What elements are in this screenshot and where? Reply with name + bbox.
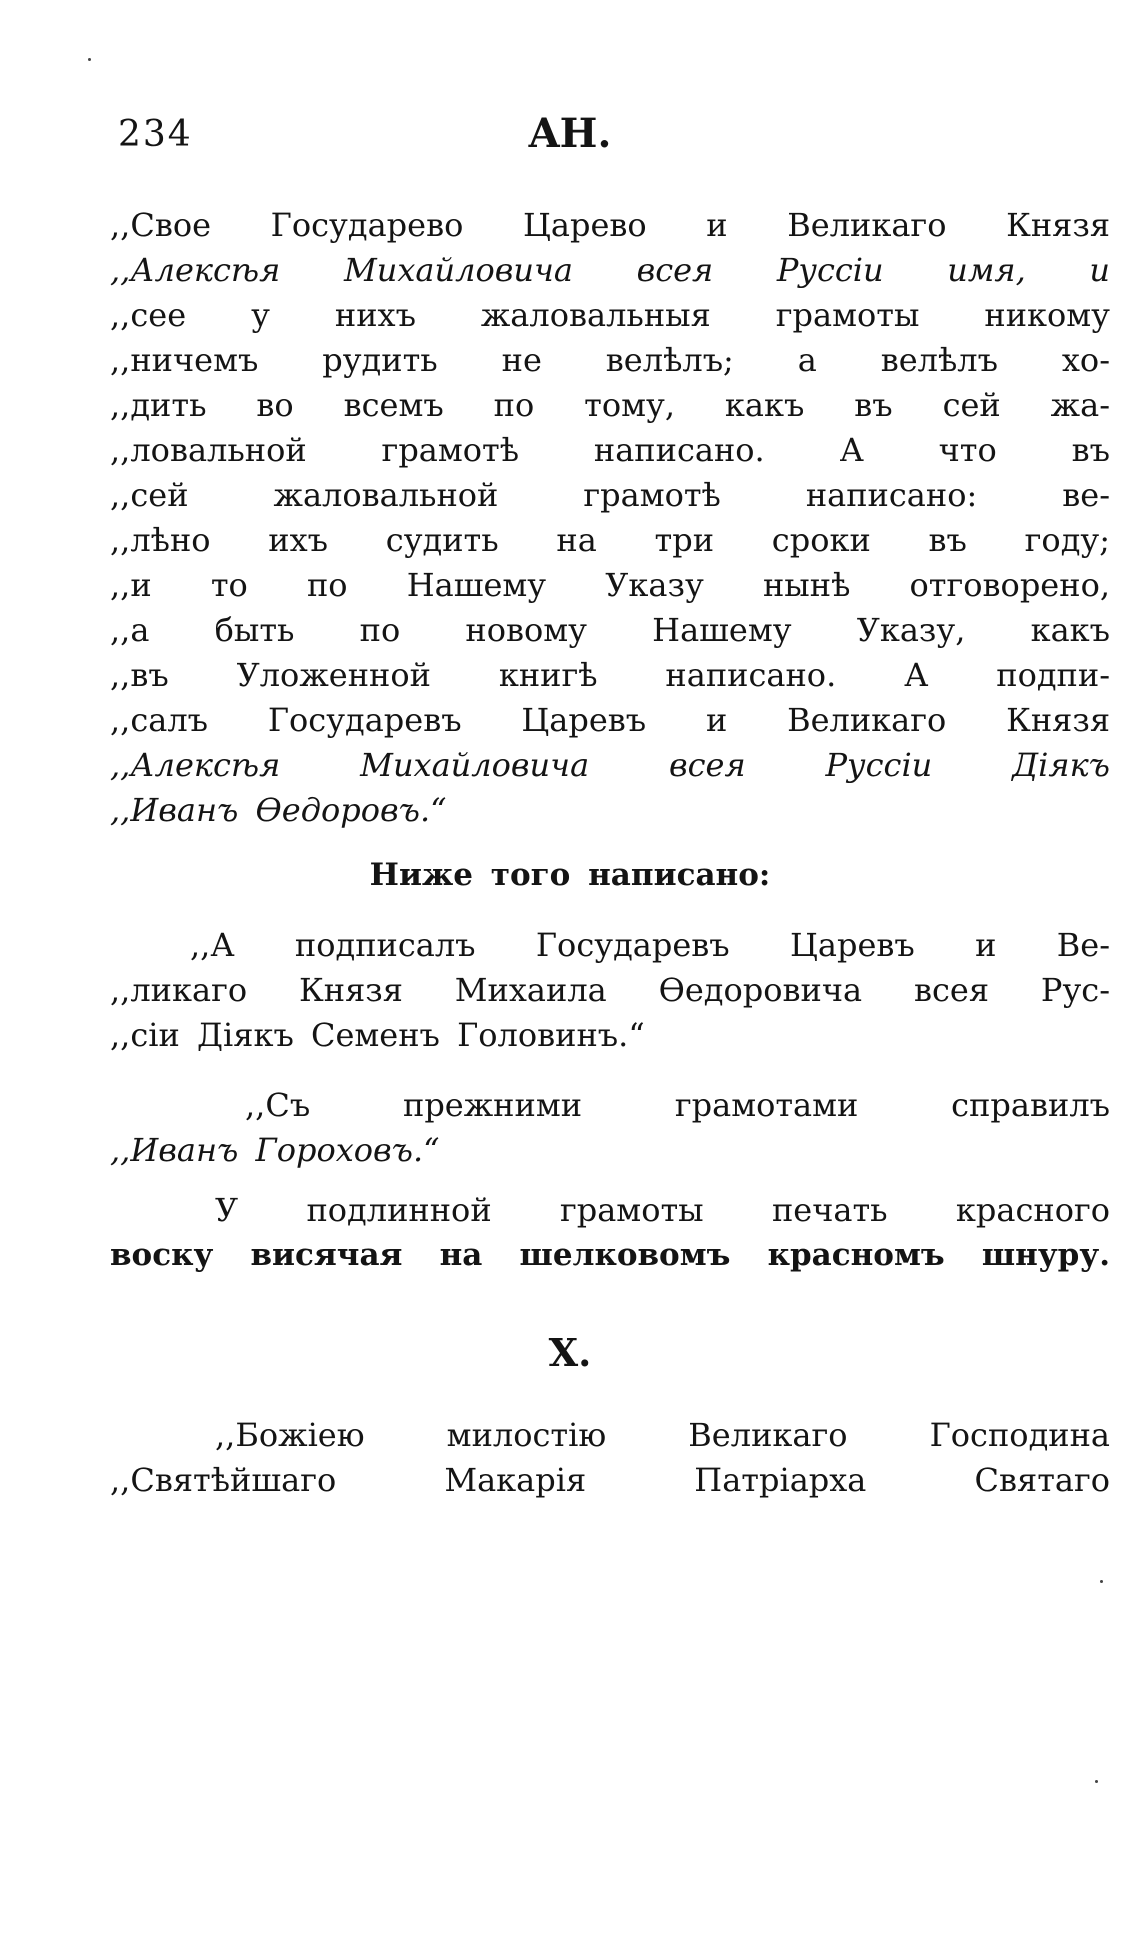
running-head: AH.	[528, 110, 612, 157]
text-line: ,,и то по Нашему Указу нынѣ отговорено,	[110, 566, 1110, 604]
subheading: Ниже того написано:	[369, 857, 771, 893]
text-line: ,,сей жаловальной грамотѣ написано: ве-	[110, 476, 1110, 514]
scan-speck	[1095, 1780, 1098, 1783]
page-number: 234	[118, 114, 193, 155]
text-line: ,,сіи Діякъ Семенъ Головинъ.“	[110, 1016, 645, 1054]
text-line: ,,салъ Государевъ Царевъ и Великаго Князя	[110, 701, 1110, 739]
text-line: ,,Алексѣя Михайловича всея Руссіи Діякъ	[110, 746, 1110, 784]
text-line: ,,Алексѣя Михайловича всея Руссіи имя, и	[110, 251, 1110, 289]
text-line: ,,Святѣйшаго Макарія Патріарха Святаго	[110, 1461, 1110, 1499]
text-line: ,,Божіею милостію Великаго Господина	[215, 1416, 1110, 1454]
text-line: ,,лѣно ихъ судить на три сроки въ году;	[110, 521, 1110, 559]
text-line: У подлинной грамоты печать красного	[215, 1191, 1110, 1229]
text-line: ,,ликаго Князя Михаила Өедоровича всея Рус-	[110, 971, 1110, 1009]
scan-speck	[1100, 1580, 1103, 1583]
text-line: ,,ничемъ рудить не велѣлъ; а велѣлъ хо-	[110, 341, 1110, 379]
text-line: ,,сее у нихъ жаловальныя грамоты никому	[110, 296, 1110, 334]
text-line: ,,Свое Государево Царево и Великаго Князя	[110, 206, 1110, 244]
text-line: ,,Съ прежними грамотами справилъ	[245, 1086, 1110, 1124]
text-line: ,,а быть по новому Нашему Указу, какъ	[110, 611, 1110, 649]
text-line: ,,ловальной грамотѣ написано. А что въ	[110, 431, 1110, 469]
text-line: ,,Иванъ Гороховъ.“	[110, 1131, 440, 1169]
page-header	[0, 108, 1140, 168]
scan-speck	[88, 58, 91, 61]
text-line: ,,А подписалъ Государевъ Царевъ и Ве-	[190, 926, 1110, 964]
section-number: X.	[548, 1330, 592, 1375]
text-line: ,,дить во всемъ по тому, какъ въ сей жа-	[110, 386, 1110, 424]
text-line: ,,Иванъ Өедоровъ.“	[110, 791, 447, 829]
text-line: воску висячая на шелковомъ красномъ шнуру.	[110, 1237, 1110, 1273]
text-line: ,,въ Уложенной книгѣ написано. А подпи-	[110, 656, 1110, 694]
